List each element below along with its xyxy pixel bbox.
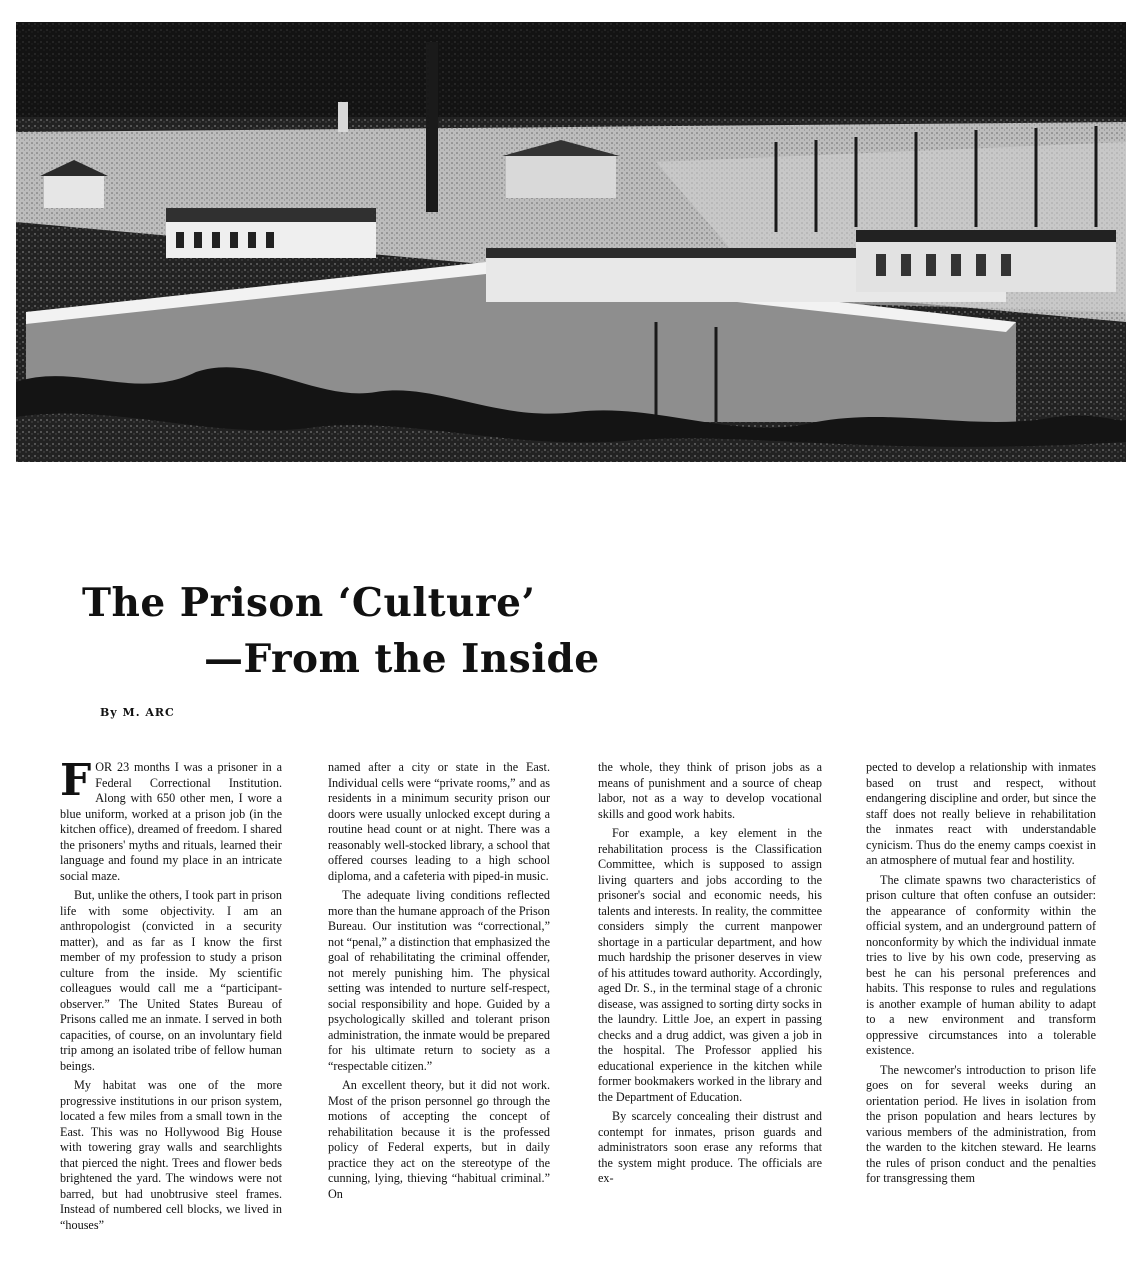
drop-cap: F bbox=[60, 760, 92, 806]
paragraph: My habitat was one of the more progressive institutions in our prison system, located a few miles from a small town in the East. This was no Hollywood Big House with towering gray walls and searchlights that pierced the night. Trees and flower beds brightened the yard. The windows were not barred, but had unobtrusive steel frames. Instead of numbered cell blocks, we lived in “houses” bbox=[60, 1078, 282, 1232]
paragraph: By scarcely concealing their distrust and contempt for inmates, prison guards and administrators soon erase any reforms that the system might produce. The officials are ex- bbox=[598, 1109, 822, 1185]
paragraph: An excellent theory, but it did not work. Most of the prison personnel go through the motions of accepting the concept of rehabilitation because it is the professed policy of Federal experts, but in daily practice they act on the stereotype of the cunning, lying, thieving “habitual criminal.” On bbox=[328, 1078, 550, 1201]
paragraph: The newcomer's introduction to prison life goes on for several weeks during an orientation period. He lives in isolation from the prison population and hears lectures by various members of the administration, from the warden to the kitchen steward. He learns the rules of prison conduct and the penalties for transgressing them bbox=[866, 1062, 1096, 1185]
paragraph: But, unlike the others, I took part in prison life with some objectivity. I am an anthropologist (convicted in a security matter), and as far as I know the first member of my profession to study a prison culture from the inside. My scientific colleagues would call me a “participant-observer.” The United States Bureau of Prisons called me an inmate. I served in both capacities, of course, on an involuntary field trip among an isolated tribe of fellow human beings. bbox=[60, 888, 282, 1073]
paragraph: pected to develop a relationship with inmates based on trust and respect, without endangering discipline and order, but since the staff does not really believe in rehabilitation the inmates react with understandable cynicism. Thus do the enemy camps coexist in an atmosphere of mutual fear and hostility. bbox=[866, 760, 1096, 867]
article-column-4 bbox=[866, 760, 1096, 1260]
paragraph: the whole, they think of prison jobs as a means of punishment and a source of cheap labor, not as a way to develop vocational skills and good work habits. bbox=[598, 760, 822, 821]
paragraph: FOR 23 months I was a prisoner in a Federal Correctional Institution. Along with 650 other men, I wore a blue uniform, worked at a prison job (in the kitchen office), dreamed of freedom. I shared the prisoners' myths and rituals, learned their language and found my place in an intricate social maze. bbox=[60, 760, 282, 883]
paragraph: The adequate living conditions reflected more than the humane approach of the Prison Bureau. Our institution was “correctional,” not “penal,” a distinction that emphasized the goal of rehabilitating the criminal offender, not merely punishing him. The physical setting was intended to nurture self-respect, social responsibility and hope. Guided by a psychologically skilled and tolerant prison administration, the inmate would be prepared for his ultimate return to society as a “respectable citizen.” bbox=[328, 888, 550, 1073]
prison-aerial-photo bbox=[16, 22, 1126, 462]
paragraph: For example, a key element in the rehabilitation process is the Classification Committee, which is supposed to assign living quarters and jobs according to the prisoner's social and economic needs, his talents and interests. In reality, the committee considers simply the current manpower shortage in a particular department, and how much hardship the prisoner deserves in view of his attitudes toward authority. Accordingly, aged Dr. S., in the terminal stage of a chronic disease, was assigned to sorting dirty socks in the laundry. Little Joe, an expert in passing checks and a drug addict, was given a job in the hospital. The Professor applied his educational experience in the kitchen while former bookmakers worked in the library and the Department of Education. bbox=[598, 826, 822, 1104]
photo-illustration bbox=[16, 22, 1126, 462]
article-column-1 bbox=[60, 760, 282, 1260]
article-column-3 bbox=[598, 760, 822, 1260]
paragraph: The climate spawns two characteristics of prison culture that often confuse an outsider: the appearance of conformity within the official system, and an underground pattern of nonconformity by which the individual inmate tries to live by his own code, preserving as best he can his personal preferences and habits. This response to rules and regulations is another example of human ability to adapt to a new environment and transform oppressive circumstances into a tolerable existence. bbox=[866, 872, 1096, 1057]
headline-line-2: —From the Inside bbox=[204, 636, 600, 682]
byline: By M. ARC bbox=[100, 706, 175, 719]
paragraph: named after a city or state in the East. Individual cells were “private rooms,” and as residents in a minimum security prison our doors were usually unlocked except during a routine head count or at night. There was a reasonably well-stocked library, a school that offered courses leading to a high school diploma, and a cafeteria with piped-in music. bbox=[328, 760, 550, 883]
headline-line-1: The Prison ‘Culture’ bbox=[82, 580, 536, 626]
article-column-2 bbox=[328, 760, 550, 1260]
